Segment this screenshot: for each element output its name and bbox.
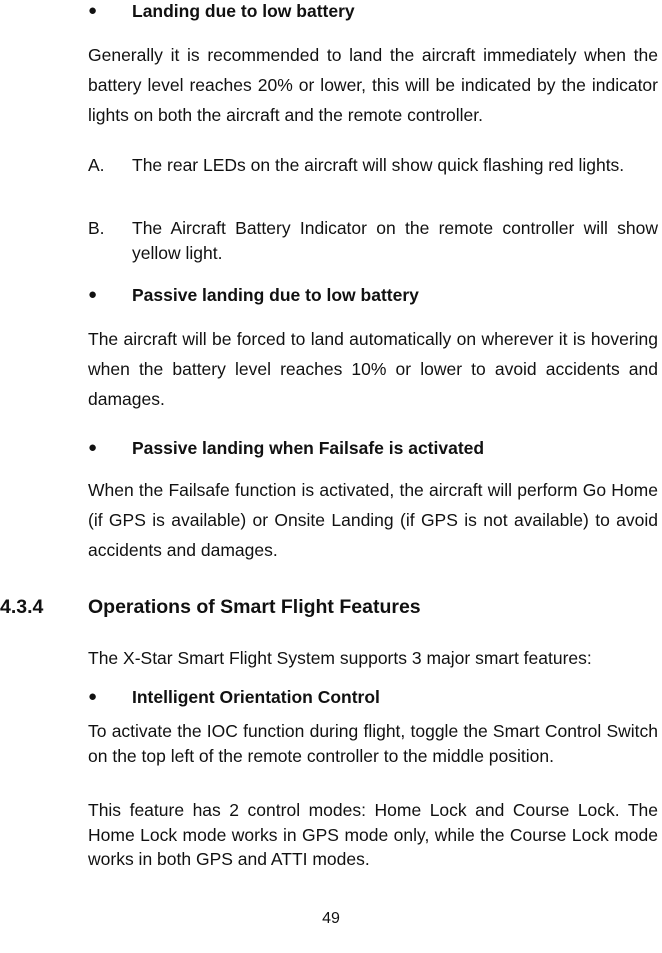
heading-text: Intelligent Orientation Control — [132, 687, 380, 707]
paragraph-ioc-modes: This feature has 2 control modes: Home Lock and Course Lock. The Home Lock mode works in GPS mode only, while the Course Lock mode works in both GPS and ATTI modes. — [88, 800, 658, 869]
paragraph-smart-flight-intro: The X-Star Smart Flight System supports 3 major smart features: — [88, 648, 592, 668]
paragraph-passive-low-battery: The aircraft will be forced to land automatically on wherever it is hovering when the battery level reaches 10% or lower to avoid accidents and damages. — [88, 329, 658, 409]
bullet-icon: ● — [88, 439, 98, 456]
list-item-label: B. — [88, 218, 105, 238]
paragraph-ioc-activate: To activate the IOC function during flight, toggle the Smart Control Switch on the top left of the remote controller to the middle position. — [88, 721, 658, 766]
heading-text: Passive landing due to low battery — [132, 285, 419, 305]
bullet-icon: ● — [88, 688, 98, 705]
list-item-text: The Aircraft Battery Indicator on the remote controller will show yellow light. — [132, 218, 658, 263]
heading-text: Passive landing when Failsafe is activated — [132, 438, 485, 458]
heading-text: Landing due to low battery — [132, 1, 355, 21]
list-item-text: The rear LEDs on the aircraft will show quick flashing red lights. — [132, 155, 625, 175]
section-title: Operations of Smart Flight Features — [88, 596, 421, 618]
list-item-label: A. — [88, 155, 105, 175]
bullet-icon: ● — [88, 2, 98, 19]
bullet-icon: ● — [88, 286, 98, 303]
page-number: 49 — [322, 910, 340, 927]
section-number: 4.3.4 — [0, 596, 44, 618]
paragraph-passive-failsafe: When the Failsafe function is activated, the aircraft will perform Go Home (if GPS is available) or Onsite Landing (if GPS is not available) to avoid accidents and damages. — [88, 480, 658, 560]
paragraph-landing-low-battery: Generally it is recommended to land the aircraft immediately when the battery level reaches 20% or lower, this will be indicated by the indicator lights on both the aircraft and the remote controller. — [88, 45, 658, 125]
